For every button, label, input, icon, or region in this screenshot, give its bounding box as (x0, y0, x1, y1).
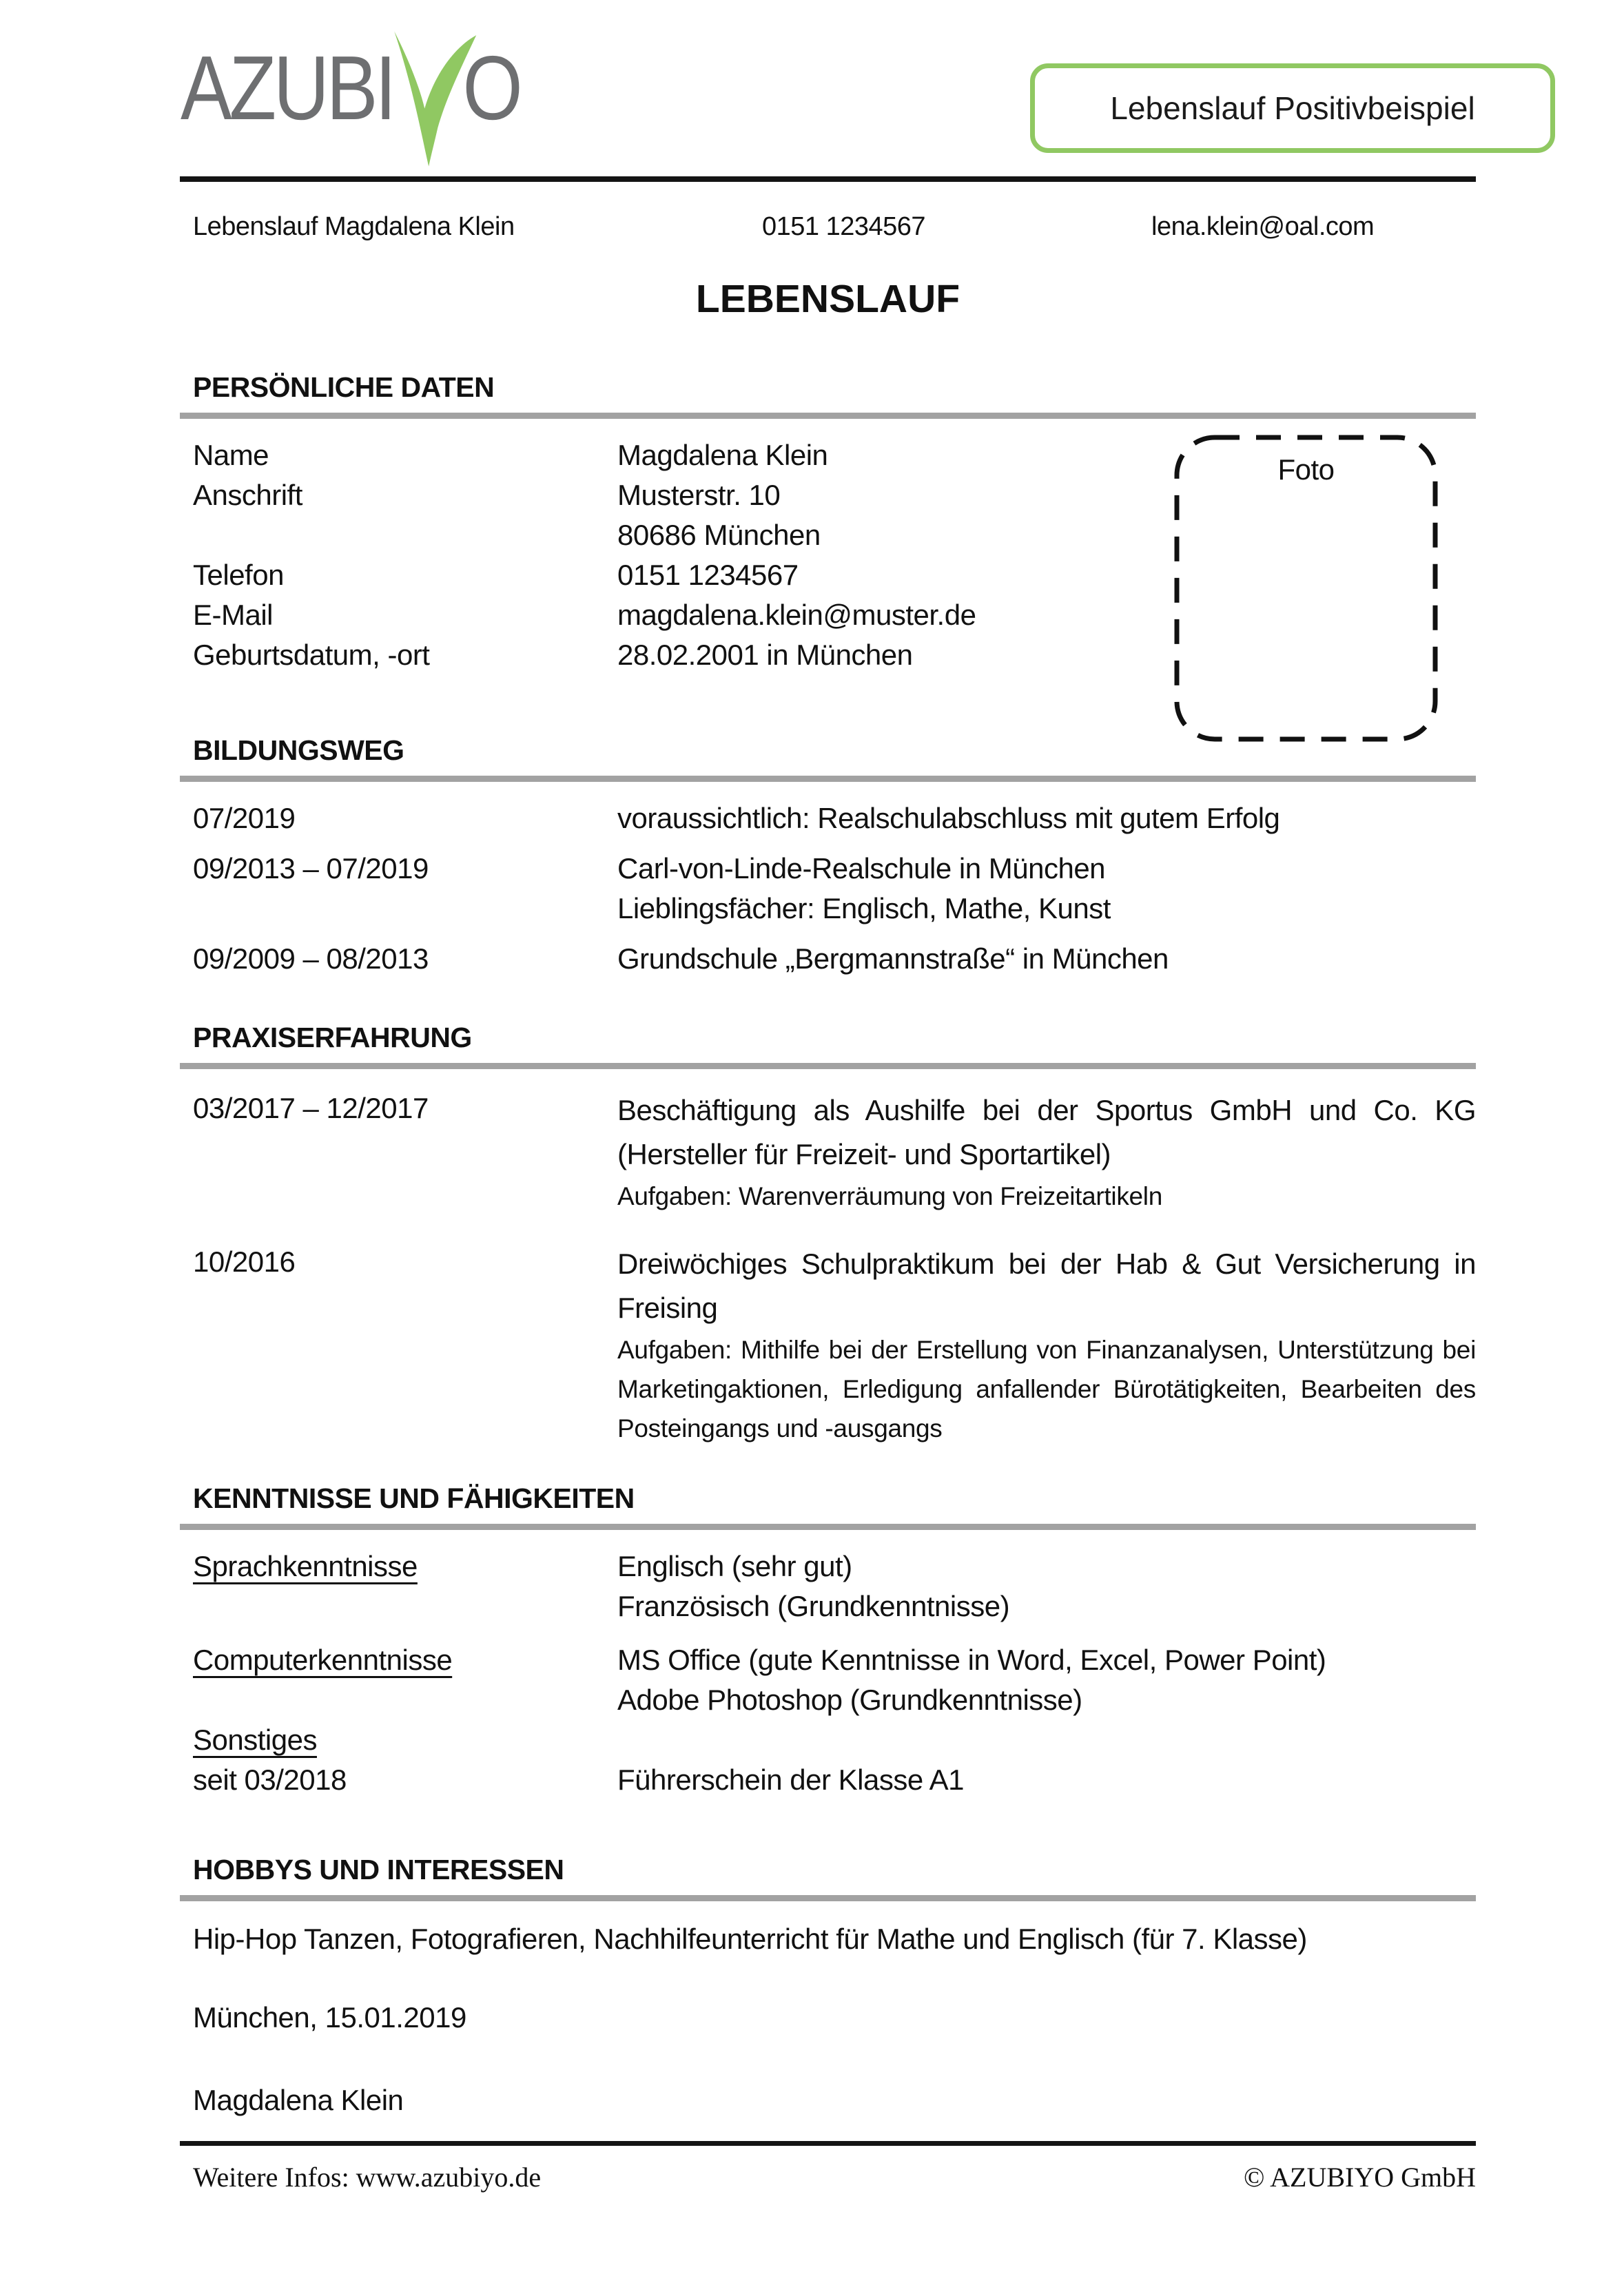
experience-line: Dreiwöchiges Schulpraktikum bei der Hab & Gut Versicherung in (617, 1248, 1476, 1280)
section-kenntnisse (180, 1482, 1476, 1800)
badge-label: Lebenslauf Positivbeispiel (1110, 90, 1475, 126)
section-divider (180, 776, 1476, 782)
section-hobbys (180, 1854, 1476, 2120)
section-bildungsweg (180, 734, 1476, 979)
row-label: Geburtsdatum, -ort (193, 639, 430, 671)
experience-line: (Hersteller für Freizeit- und Sportartikel) (617, 1138, 1111, 1170)
row-label: E-Mail (193, 599, 274, 631)
praxiserfahrung-rows (180, 1088, 1476, 1448)
place-and-date: München, 15.01.2019 (193, 2001, 466, 2034)
experience-task-line: Marketingaktionen, Erledigung anfallender Bürotätigkeiten, Bearbeiten des (617, 1375, 1476, 1403)
section-divider (180, 1063, 1476, 1069)
experience-line: Freising (617, 1292, 718, 1324)
row-value: 80686 München (617, 519, 821, 551)
experience-task-line: Posteingangs und -ausgangs (617, 1414, 943, 1442)
experience-detail (617, 1242, 1476, 1448)
row-value: 0151 1234567 (617, 559, 799, 591)
education-row (193, 798, 1476, 838)
footer-divider (180, 2141, 1476, 2146)
skill-detail (617, 1547, 1476, 1626)
education-date: 09/2009 – 08/2013 (193, 942, 429, 975)
section-praxiserfahrung (180, 1022, 1476, 1448)
persoenliche-daten-heading: PERSÖNLICHE DATEN (193, 371, 495, 403)
skill-label: Computerkenntnisse (193, 1644, 453, 1676)
skill-row-sprachen (193, 1547, 1476, 1626)
hobbys-text: Hip-Hop Tanzen, Fotografieren, Nachhilfeunterricht für Mathe und Englisch (für 7. Klasse) (193, 1923, 1307, 1955)
photo-label: Foto (1277, 453, 1335, 486)
contact-phone: 0151 1234567 (762, 212, 926, 241)
footer-text-row (180, 2161, 1476, 2193)
row-value: Musterstr. 10 (617, 479, 781, 511)
footer-copyright: © AZUBIYO GmbH (1243, 2162, 1476, 2193)
bildungsweg-rows (180, 798, 1476, 979)
bildungsweg-heading: BILDUNGSWEG (193, 734, 404, 766)
experience-row (193, 1088, 1476, 1216)
education-date: 07/2019 (193, 802, 296, 834)
contact-name: Lebenslauf Magdalena Klein (193, 212, 515, 241)
skill-date: seit 03/2018 (193, 1764, 347, 1796)
education-line: Lieblingsfächer: Englisch, Mathe, Kunst (617, 892, 1111, 924)
skill-row-computer (193, 1640, 1476, 1720)
experience-row (193, 1242, 1476, 1448)
signature-name: Magdalena Klein (193, 2084, 404, 2116)
education-line: voraussichtlich: Realschulabschluss mit gutem Erfolg (617, 802, 1280, 834)
footer-info: Weitere Infos: www.azubiyo.de (193, 2162, 542, 2193)
experience-detail (617, 1088, 1476, 1216)
contact-row (180, 212, 1476, 242)
education-line: Grundschule „Bergmannstraße“ in München (617, 942, 1169, 975)
skill-line: MS Office (gute Kenntnisse in Word, Excel, Power Point) (617, 1644, 1326, 1676)
skill-row-sonstiges-label (193, 1720, 1476, 1760)
logo-text-right: O (462, 37, 520, 138)
row-value: Magdalena Klein (617, 439, 828, 471)
education-detail (617, 798, 1476, 838)
azubiyo-logo (181, 37, 520, 180)
experience-date: 03/2017 – 12/2017 (193, 1092, 429, 1124)
skill-detail (617, 1640, 1476, 1720)
section-divider (180, 1524, 1476, 1530)
education-line: Carl-von-Linde-Realschule in München (617, 852, 1106, 885)
row-value: 28.02.2001 in München (617, 639, 913, 671)
row-value: magdalena.klein@muster.de (617, 599, 976, 631)
skill-label: Sonstiges (193, 1724, 317, 1756)
row-label: Anschrift (193, 479, 302, 511)
row-label: Name (193, 439, 269, 471)
row-label: Telefon (193, 559, 284, 591)
experience-line: Beschäftigung als Aushilfe bei der Sportus GmbH und Co. KG (617, 1094, 1476, 1126)
positive-example-badge (1030, 63, 1555, 153)
section-divider (180, 413, 1476, 419)
skill-line: Führerschein der Klasse A1 (617, 1764, 964, 1796)
page-footer (180, 2141, 1476, 2193)
experience-task-line: Aufgaben: Mithilfe bei der Erstellung von Finanzanalysen, Unterstützung bei (617, 1336, 1476, 1364)
skill-label: Sprachkenntnisse (193, 1550, 418, 1582)
praxiserfahrung-heading: PRAXISERFAHRUNG (193, 1022, 472, 1053)
section-divider (180, 1895, 1476, 1901)
page-title: LEBENSLAUF (695, 277, 960, 321)
education-row (193, 939, 1476, 979)
skill-line: Französisch (Grundkenntnisse) (617, 1590, 1010, 1622)
experience-date: 10/2016 (193, 1245, 296, 1278)
education-date: 09/2013 – 07/2019 (193, 852, 429, 885)
kenntnisse-rows (180, 1547, 1476, 1800)
skill-row-sonstiges (193, 1760, 1476, 1800)
skill-line: Englisch (sehr gut) (617, 1550, 852, 1582)
education-row (193, 849, 1476, 929)
logo-text-left: AZUBI (181, 37, 394, 138)
skill-line: Adobe Photoshop (Grundkenntnisse) (617, 1684, 1082, 1716)
kenntnisse-heading: KENNTNISSE UND FÄHIGKEITEN (193, 1482, 635, 1514)
page-header (0, 0, 1624, 156)
contact-email: lena.klein@oal.com (1151, 212, 1375, 241)
photo-placeholder (1173, 434, 1439, 743)
education-detail (617, 849, 1476, 929)
hobbys-heading: HOBBYS UND INTERESSEN (193, 1854, 564, 1885)
experience-task-line: Aufgaben: Warenverräumung von Freizeitartikeln (617, 1182, 1163, 1210)
education-detail (617, 939, 1476, 979)
row-label (193, 515, 617, 555)
